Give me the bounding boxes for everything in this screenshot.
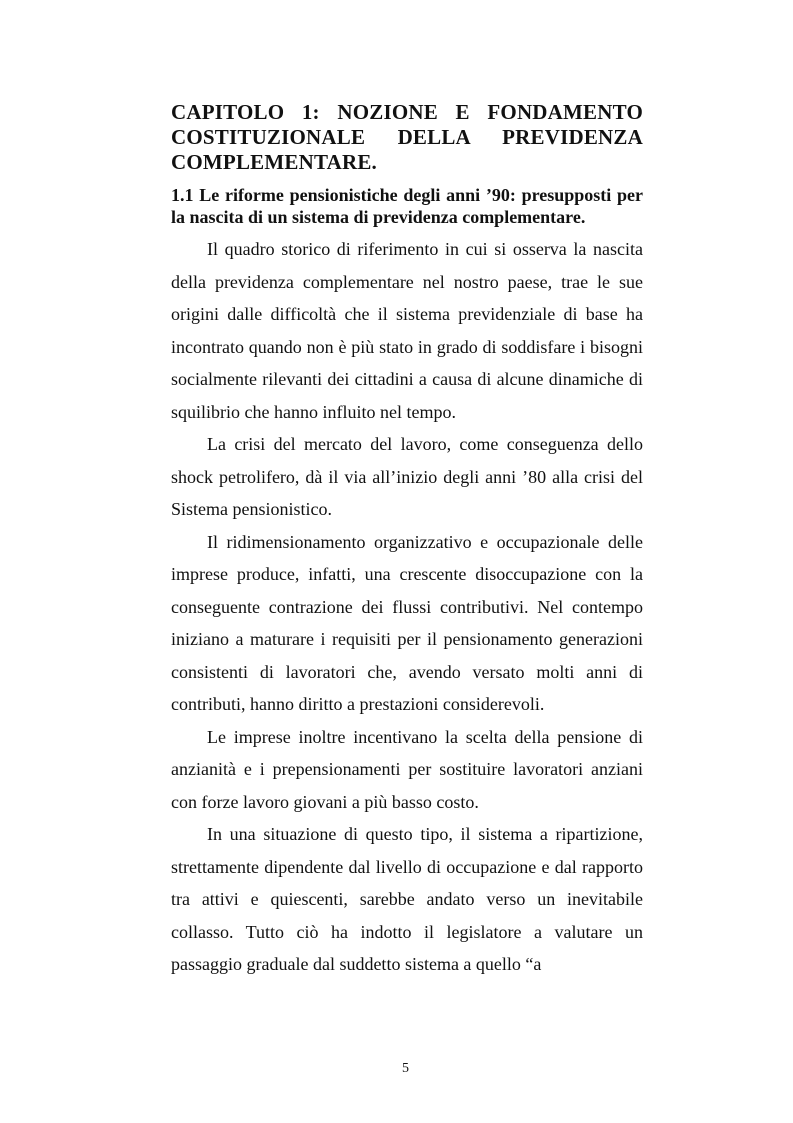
paragraph: Il ridimensionamento organizzativo e occupazionale delle imprese produce, infatti, una crescente disoccupazione con la conseguente contrazione dei flussi contributivi. Nel contempo iniziano a maturare i requisiti per il pensionamento generazioni consistenti di lavoratori che, avendo versato molti anni di contributi, hanno diritto a prestazioni considerevoli. xyxy=(171,531,643,714)
paragraph: Le imprese inoltre incentivano la scelta della pensione di anzianità e i prepensionamenti per sostituire lavoratori anziani con forze lavoro giovani a più basso costo. xyxy=(171,726,643,812)
paragraph: In una situazione di questo tipo, il sistema a ripartizione, strettamente dipendente dal livello di occupazione e dal rapporto tra attivi e quiescenti, sarebbe andato verso un inevitabile collasso. Tutto ciò ha indotto il legislatore a valutare un passaggio graduale dal suddetto sistema a quello “a xyxy=(171,824,643,974)
page-number: 5 xyxy=(402,1061,409,1076)
paragraph: Il quadro storico di riferimento in cui si osserva la nascita della previdenza complementare nel nostro paese, trae le sue origini dalle difficoltà che il sistema previdenziale di base ha incontrato quando non è più stato in grado di soddisfare i bisogni socialmente rilevanti dei cittadini a causa di alcune dinamiche di squilibrio che hanno influito nel tempo. xyxy=(171,239,643,422)
section-title: 1.1 Le riforme pensionistiche degli anni ’90: presupposti per la nascita di un sistema di previdenza complementare. xyxy=(171,185,643,227)
chapter-title: CAPITOLO 1: NOZIONE E FONDAMENTO COSTITUZIONALE DELLA PREVIDENZA COMPLEMENTARE. xyxy=(171,100,643,174)
paragraph: La crisi del mercato del lavoro, come conseguenza dello shock petrolifero, dà il via all’inizio degli anni ’80 alla crisi del Sistema pensionistico. xyxy=(171,434,643,519)
page-body xyxy=(171,100,643,981)
